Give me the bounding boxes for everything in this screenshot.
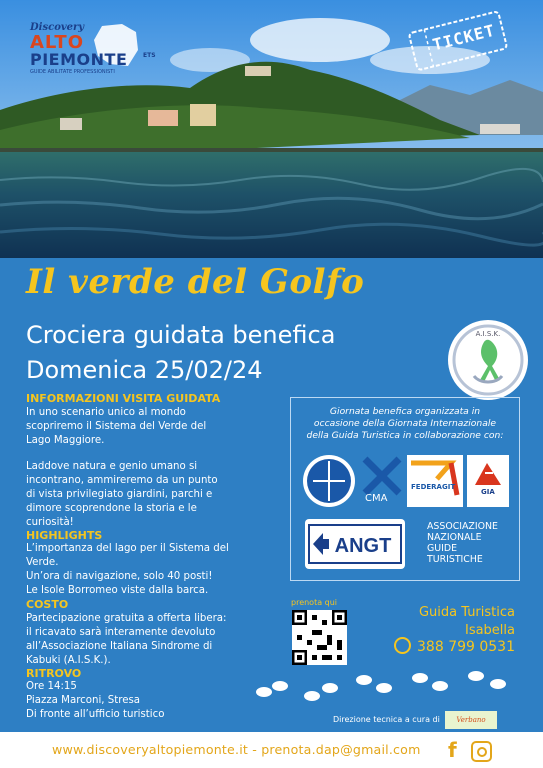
event-subtitle: Crociera guidata benefica — [26, 321, 336, 349]
guide-name: Isabella — [464, 623, 515, 638]
federazione-guide-logo — [303, 455, 355, 507]
globe-icon — [303, 455, 355, 507]
logo-discovery-text: Discovery — [30, 22, 85, 33]
event-title: Il verde del Golfo — [26, 262, 365, 302]
federagit-label: FEDERAGIT — [411, 483, 456, 491]
phone-contact[interactable] — [394, 637, 515, 655]
qr-code-icon — [292, 610, 347, 665]
phone-number: 388 799 0531 — [417, 639, 515, 655]
angt-name: ASSOCIAZIONE NAZIONALE GUIDE TURISTICHE — [427, 521, 498, 565]
info-heading: INFORMAZIONI VISITA GUIDATA — [26, 392, 221, 405]
footer — [0, 732, 543, 768]
ribbon-icon — [448, 320, 528, 400]
angt-logo — [305, 519, 405, 569]
federagit-icon — [407, 455, 463, 507]
discovery-alto-piemonte-logo — [30, 22, 156, 84]
footer-contacts[interactable]: www.discoveryaltopiemonte.it - prenota.dap@gmail.com — [52, 742, 421, 757]
info-text-2: Laddove natura e genio umano si incontrano, ammireremo da un punto di vista privilegiato giardini, parchi e dimore scoprendone la storia e le curiosità! — [26, 461, 218, 528]
verbano-events-logo: Verbano — [445, 711, 497, 729]
partner-intro: Giornata benefica organizzata in occasione della Giornata Internazionale della Guida Turistica in collaborazione con: — [306, 406, 504, 441]
angt-logo-text: ANGT — [334, 535, 392, 557]
ritrovo-text: Ore 14:15 Piazza Marconi, Stresa Di fronte all’ufficio turistico — [26, 681, 165, 720]
event-date: Domenica 25/02/24 — [26, 356, 263, 384]
prenota-label: prenota qui — [291, 598, 338, 607]
qr-code[interactable] — [292, 610, 347, 665]
costo-text: Partecipazione gratuita a offerta libera: il ricavato sarà interamente devoluto all’Associazione Italiana Sindrome di Kabuki (A.I.S.K.). — [26, 613, 227, 666]
guide-role: Guida Turistica — [418, 605, 515, 620]
highlights-heading: HIGHLIGHTS — [26, 529, 103, 542]
logo-ets-text: ETS — [143, 52, 156, 59]
partner-panel — [290, 397, 520, 581]
logo-piemonte-text: PIEMONTE — [30, 50, 128, 69]
direction-label: Direzione tecnica a cura di — [333, 715, 440, 724]
facebook-icon[interactable]: f — [448, 738, 457, 762]
ticket-stamp — [398, 10, 516, 72]
instagram-icon[interactable] — [471, 741, 492, 762]
federagit-logo — [407, 455, 463, 507]
guide-info — [419, 604, 515, 640]
footprints-icon — [250, 666, 543, 716]
gia-logo — [467, 455, 509, 507]
whatsapp-icon — [394, 637, 411, 654]
ticket-label: TICKET — [430, 20, 498, 55]
gia-label: GIA — [481, 488, 495, 496]
angt-arrow-icon — [305, 519, 405, 569]
logo-alto-text: ALTO — [30, 32, 85, 53]
costo-heading: COSTO — [26, 598, 69, 611]
logo-tagline: GUIDE ABILITATE PROFESSIONISTI — [30, 69, 115, 75]
aisk-logo — [448, 320, 528, 400]
ritrovo-heading: RITROVO — [26, 667, 82, 680]
highlights-text: L’importanza del lago per il Sistema del Verde. Un’ora di navigazione, solo 40 posti! Le Isole Borromeo viste dalla barca. — [26, 543, 229, 596]
aisk-label: A.I.S.K. — [475, 330, 501, 338]
info-text-1: In uno scenario unico al mondo scopriremo il Sistema del Verde del Lago Maggiore. — [26, 407, 207, 446]
gia-flag-icon — [467, 455, 509, 507]
cma-label: CMA — [365, 493, 388, 504]
cma-logo — [361, 455, 403, 507]
